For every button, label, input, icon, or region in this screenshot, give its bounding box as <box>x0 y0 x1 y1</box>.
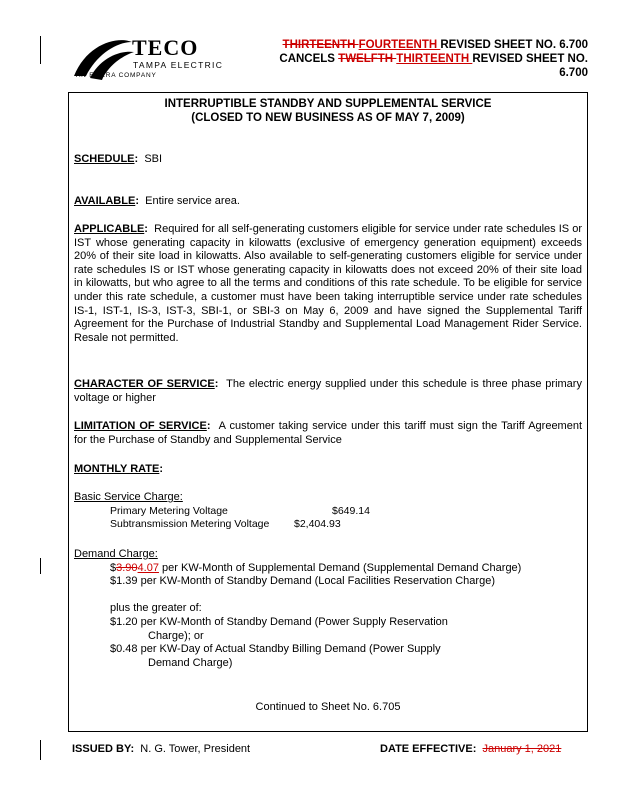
applicable-section: APPLICABLE: Required for all self-generating customers eligible for service under rate schedules IS or IST whose generating capacity in kilowatts (exclusive of emergency generation equipment) exceeds 20% of their site load in kilowatts. Also available to self-generating customers eligible for service under rate schedules IS or IST whose generating capacity in kilowatts does not exceed 20% of their site load in kilowatts, but who agree to all the terms and conditions of this rate schedule. To be eligible for service under this rate schedule, a customer must have been taking interruptible service under rate schedules IS-1, IST-1, IS-3, IST-3, SBI-1, or SBI-3 on May 6, 2009 and have signed the Supplemental Tariff Agreement for the Purchase of Industrial Standby and Supplemental Load Management Rider Service. Resale not permitted. <box>74 223 582 344</box>
charge-name: Subtransmission Metering Voltage <box>110 518 270 531</box>
revision-bar-footer <box>40 740 41 760</box>
inserted-text: 4.07 <box>137 561 159 574</box>
header-text: REVISED SHEET NO. 6.700 <box>440 39 588 51</box>
schedule-section: SCHEDULE: SBI <box>74 153 163 165</box>
greater-of-label: plus the greater of: <box>110 602 202 615</box>
demand-line <box>74 562 582 576</box>
demand-text: per KW-Month of Supplemental Demand (Supplemental Demand Charge) <box>158 561 522 574</box>
title-line: (CLOSED TO NEW BUSINESS AS OF MAY 7, 2009) <box>191 112 465 124</box>
logo-name: TECO <box>132 35 199 60</box>
available-section: AVAILABLE: Entire service area. <box>74 195 240 207</box>
footer-label: DATE EFFECTIVE: <box>380 743 477 755</box>
sheet-header <box>228 38 588 80</box>
demand-line: $1.39 per KW-Month of Standby Demand (Local Facilities Reservation Charge) <box>110 575 495 588</box>
section-label: LIMITATION OF SERVICE <box>74 420 207 432</box>
footer-label: ISSUED BY: <box>72 743 135 755</box>
section-label: APPLICABLE <box>74 223 145 235</box>
basic-charge-label: Basic Service Charge: <box>74 491 183 503</box>
tariff-content-box <box>68 92 588 732</box>
greater-line: $0.48 per KW-Day of Actual Standby Billing Demand (Power Supply <box>110 643 441 656</box>
continued-note: Continued to Sheet No. 6.705 <box>255 701 401 713</box>
issued-by <box>72 743 250 755</box>
demand-charge-label: Demand Charge: <box>74 548 158 560</box>
logo-sub: TAMPA ELECTRIC <box>133 60 224 70</box>
section-label: SCHEDULE <box>74 153 135 165</box>
demand-text: $ <box>110 561 117 574</box>
deleted-text: THIRTEENTH <box>282 39 359 51</box>
header-text: 6.700 <box>559 67 588 79</box>
section-value: Required for all self-generating customers eligible for service under rate schedules IS or IST whose generating capacity in kilowatts (exclusive of emergency generation equipment) exceeds 20% of their site load in kilowatts. Also available to self-generating customers eligible for service under rate schedules IS or IST whose generating capacity in kilowatts does not exceed 20% of their site load in kilowatts, but who agree to all the terms and conditions of this rate schedule. To be eligible for service under this rate schedule, a customer must have been taking interruptible service under rate schedules IS-1, IST-1, IS-3, IST-3, SBI-1, or SBI-3 on May 6, 2009 and have signed the Supplemental Tariff Agreement for the Purchase of Industrial Standby and Supplemental Load Management Rider Service. Resale not permitted. <box>74 223 582 344</box>
deleted-text: January 1, 2021 <box>482 743 562 755</box>
header-text: REVISED SHEET NO. <box>472 53 588 65</box>
revision-bar-top <box>40 36 41 64</box>
section-label: MONTHLY RATE <box>74 463 160 475</box>
charge-name: Primary Metering Voltage <box>110 504 228 517</box>
deleted-text: TWELFTH <box>338 53 397 65</box>
revision-bar-demand <box>40 558 41 574</box>
demand-charge <box>74 548 582 670</box>
inserted-text: THIRTEENTH <box>396 53 473 65</box>
deleted-text: 3.90 <box>116 561 138 574</box>
section-value: A customer taking service under this tariff must sign the Tariff Agreement for the Purchase of Standby and Supplemental Service <box>74 420 583 446</box>
basic-service-charge <box>74 491 582 532</box>
section-value: Entire service area. <box>145 195 240 207</box>
header-text: CANCELS <box>279 53 339 65</box>
greater-line: Demand Charge) <box>148 656 233 669</box>
character-section: CHARACTER OF SERVICE: The electric energy supplied under this schedule is three phase primary voltage or higher <box>74 378 582 404</box>
inserted-text: FOURTEENTH <box>358 39 441 51</box>
page-title <box>69 97 587 125</box>
section-label: CHARACTER OF SERVICE <box>74 378 215 390</box>
basic-charge-row <box>74 505 582 519</box>
section-value: The electric energy supplied under this schedule is three phase primary voltage or higher <box>74 378 582 404</box>
monthly-rate-section: MONTHLY RATE: <box>74 463 164 475</box>
title-line: INTERRUPTIBLE STANDBY AND SUPPLEMENTAL SERVICE <box>164 98 492 110</box>
charge-amount: $649.14 <box>332 504 370 517</box>
basic-charge-row <box>74 518 582 532</box>
greater-line: $1.20 per KW-Month of Standby Demand (Power Supply Reservation <box>110 615 448 628</box>
footer-value: N. G. Tower, President <box>140 743 251 755</box>
date-effective <box>380 743 561 755</box>
limitation-section: LIMITATION OF SERVICE: A customer taking service under this tariff must sign the Tariff Agreement for the Purchase of Standby and Supplemental Service <box>74 420 583 446</box>
greater-line: Charge); or <box>148 629 204 642</box>
section-label: AVAILABLE <box>74 195 136 207</box>
logo-tagline: AN EMERA COMPANY <box>76 72 157 79</box>
section-value: SBI <box>144 153 163 165</box>
charge-amount: $2,404.93 <box>294 518 341 531</box>
